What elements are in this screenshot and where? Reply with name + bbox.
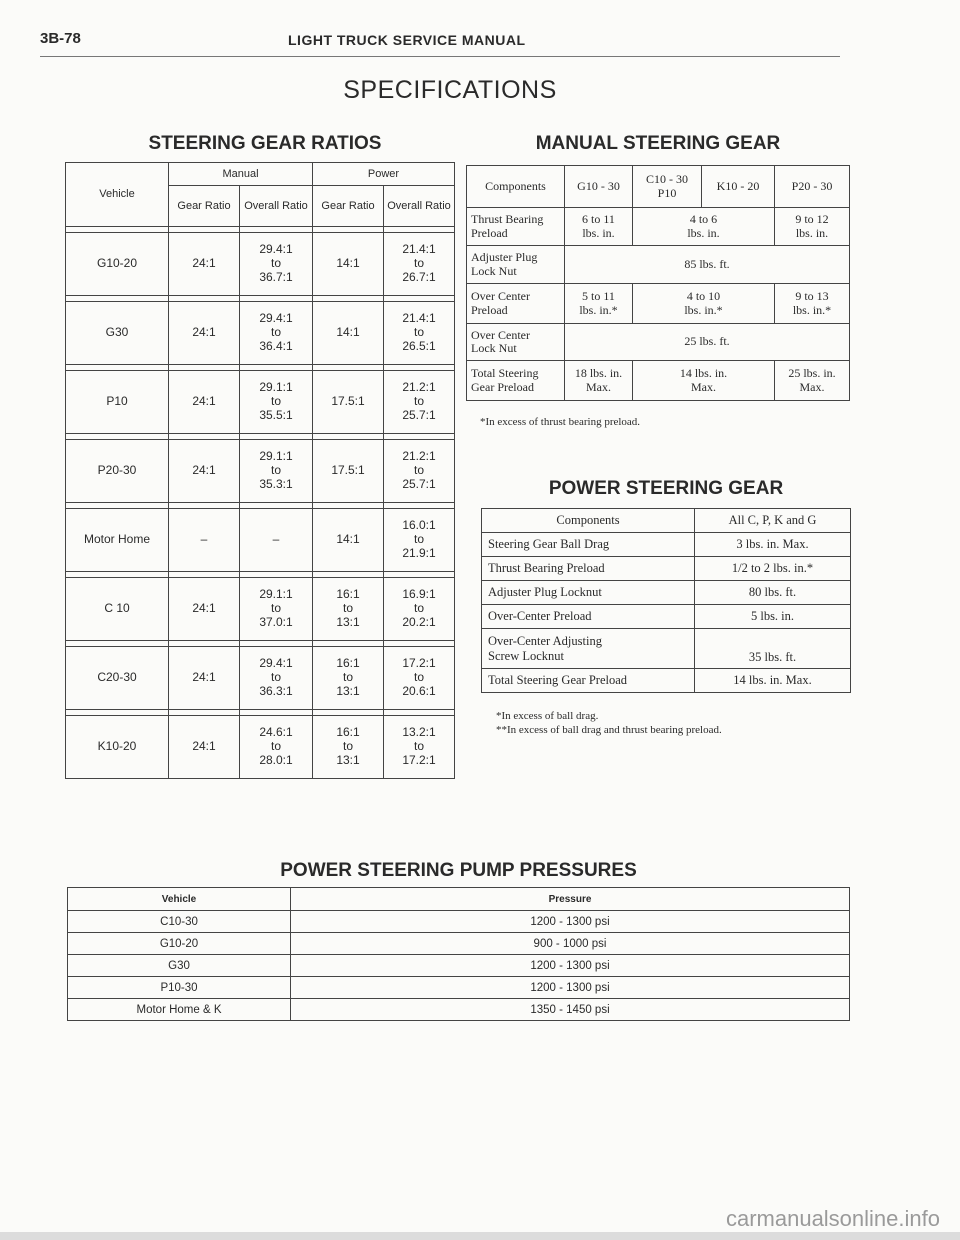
- pump-header-pressure: Pressure: [291, 888, 850, 911]
- power-row-value: 35 lbs. ft.: [695, 629, 851, 669]
- ratios-cell-p-overall: 13.2:1 to 17.2:1: [384, 716, 455, 779]
- ratios-cell-m-overall: 29.4:1 to 36.7:1: [240, 233, 313, 296]
- ratios-header-power-gear: Gear Ratio: [313, 186, 384, 227]
- ratios-cell-p-gear: 17.5:1: [313, 371, 384, 434]
- ratios-cell-p-overall: 21.4:1 to 26.7:1: [384, 233, 455, 296]
- ratios-cell-m-overall: 29.1:1 to 35.3:1: [240, 440, 313, 503]
- power-row: [482, 669, 851, 693]
- power-row-value: 80 lbs. ft.: [695, 581, 851, 605]
- ratios-cell-vehicle: G10-20: [66, 233, 169, 296]
- pump-row-vehicle: P10-30: [68, 977, 291, 999]
- manual-locknut-value: 25 lbs. ft.: [565, 324, 850, 361]
- manual-total-ck: 14 lbs. in. Max.: [633, 361, 775, 401]
- ratios-cell-p-gear: 16:1 to 13:1: [313, 716, 384, 779]
- manual-adjuster-label: Adjuster Plug Lock Nut: [467, 246, 565, 284]
- ratios-cell-p-overall: 21.4:1 to 26.5:1: [384, 302, 455, 365]
- ratios-header-vehicle: Vehicle: [66, 163, 169, 227]
- ratios-cell-vehicle: G30: [66, 302, 169, 365]
- manual-overcenter-label: Over Center Preload: [467, 284, 565, 324]
- pump-body: [68, 911, 850, 1021]
- pump-row-vehicle: Motor Home & K: [68, 999, 291, 1021]
- power-row-value: 3 lbs. in. Max.: [695, 533, 851, 557]
- power-row: [482, 557, 851, 581]
- power-row-value: 1/2 to 2 lbs. in.*: [695, 557, 851, 581]
- ratios-cell-vehicle: C20-30: [66, 647, 169, 710]
- ratios-cell-m-gear: 24:1: [169, 716, 240, 779]
- ratios-row: [66, 440, 455, 503]
- pump-header-vehicle: Vehicle: [68, 888, 291, 911]
- pump-row-vehicle: G30: [68, 955, 291, 977]
- pump-row: [68, 933, 850, 955]
- ratios-cell-p-overall: 21.2:1 to 25.7:1: [384, 371, 455, 434]
- page-number: 3B-78: [40, 30, 81, 47]
- power-row: [482, 629, 851, 669]
- manual-steering-gear-table: [466, 165, 850, 401]
- manual-adjuster-value: 85 lbs. ft.: [565, 246, 850, 284]
- ratios-cell-p-gear: 14:1: [313, 509, 384, 572]
- ratios-cell-m-overall: 29.4:1 to 36.4:1: [240, 302, 313, 365]
- ratios-cell-p-gear: 14:1: [313, 302, 384, 365]
- power-row-label: Over-Center Adjusting Screw Locknut: [482, 629, 695, 669]
- ratios-header-power-overall: Overall Ratio: [384, 186, 455, 227]
- ratios-cell-m-gear: 24:1: [169, 647, 240, 710]
- ratios-row: [66, 233, 455, 296]
- pump-pressures-table: [67, 887, 850, 1021]
- pump-row-pressure: 1350 - 1450 psi: [291, 999, 850, 1021]
- bottom-rule: [0, 1232, 960, 1240]
- ratios-cell-vehicle: K10-20: [66, 716, 169, 779]
- pump-row-vehicle: C10-30: [68, 911, 291, 933]
- ratios-cell-p-overall: 16.0:1 to 21.9:1: [384, 509, 455, 572]
- ratios-cell-p-overall: 21.2:1 to 25.7:1: [384, 440, 455, 503]
- manual-header-c: C10 - 30 P10: [633, 166, 702, 208]
- page-header: [40, 30, 840, 57]
- manual-header-components: Components: [467, 166, 565, 208]
- manual-overcenter-p: 9 to 13 lbs. in.*: [775, 284, 850, 324]
- ratios-row: [66, 302, 455, 365]
- ratios-cell-p-gear: 14:1: [313, 233, 384, 296]
- ratios-cell-vehicle: P20-30: [66, 440, 169, 503]
- pump-row-vehicle: G10-20: [68, 933, 291, 955]
- ratios-cell-p-gear: 16:1 to 13:1: [313, 578, 384, 641]
- ratios-cell-m-overall: –: [240, 509, 313, 572]
- power-steering-gear-table: [481, 508, 851, 693]
- manual-overcenter-ck: 4 to 10 lbs. in.*: [633, 284, 775, 324]
- pump-row-pressure: 1200 - 1300 psi: [291, 911, 850, 933]
- pump-row: [68, 999, 850, 1021]
- manual-thrust-ck: 4 to 6 lbs. in.: [633, 208, 775, 246]
- ratios-cell-p-gear: 17.5:1: [313, 440, 384, 503]
- manual-header-g: G10 - 30: [565, 166, 633, 208]
- manual-gear-title: MANUAL STEERING GEAR: [535, 133, 781, 154]
- manual-total-p: 25 lbs. in. Max.: [775, 361, 850, 401]
- manual-locknut-label: Over Center Lock Nut: [467, 324, 565, 361]
- power-row: [482, 581, 851, 605]
- power-row-value: 14 lbs. in. Max.: [695, 669, 851, 693]
- ratios-cell-m-gear: 24:1: [169, 440, 240, 503]
- pump-row-pressure: 900 - 1000 psi: [291, 933, 850, 955]
- ratios-row: [66, 647, 455, 710]
- manual-gear-note: *In excess of thrust bearing preload.: [480, 416, 641, 428]
- ratios-cell-m-gear: 24:1: [169, 233, 240, 296]
- power-header-models: All C, P, K and G: [695, 509, 851, 533]
- manual-overcenter-g: 5 to 11 lbs. in.*: [565, 284, 633, 324]
- ratios-header-manual-gear: Gear Ratio: [169, 186, 240, 227]
- ratios-cell-m-overall: 29.1:1 to 37.0:1: [240, 578, 313, 641]
- pump-row: [68, 977, 850, 999]
- ratios-cell-vehicle: Motor Home: [66, 509, 169, 572]
- power-gear-title: POWER STEERING GEAR: [548, 478, 784, 499]
- ratios-header-power: Power: [313, 163, 455, 186]
- ratios-cell-vehicle: P10: [66, 371, 169, 434]
- ratios-cell-m-gear: –: [169, 509, 240, 572]
- steering-gear-ratios-table: [65, 162, 455, 779]
- manual-header-p: P20 - 30: [775, 166, 850, 208]
- ratios-body: [66, 227, 455, 779]
- pump-row: [68, 955, 850, 977]
- ratios-cell-m-gear: 24:1: [169, 302, 240, 365]
- page-title: SPECIFICATIONS: [343, 76, 557, 104]
- ratios-cell-m-overall: 24.6:1 to 28.0:1: [240, 716, 313, 779]
- pump-row-pressure: 1200 - 1300 psi: [291, 955, 850, 977]
- manual-total-g: 18 lbs. in. Max.: [565, 361, 633, 401]
- power-row: [482, 605, 851, 629]
- ratios-cell-p-overall: 16.9:1 to 20.2:1: [384, 578, 455, 641]
- watermark: carmanualsonline.info: [725, 1206, 940, 1231]
- ratios-row: [66, 509, 455, 572]
- manual-thrust-p: 9 to 12 lbs. in.: [775, 208, 850, 246]
- power-header-components: Components: [482, 509, 695, 533]
- ratios-cell-m-overall: 29.4:1 to 36.3:1: [240, 647, 313, 710]
- ratios-cell-p-overall: 17.2:1 to 20.6:1: [384, 647, 455, 710]
- ratios-cell-m-gear: 24:1: [169, 371, 240, 434]
- ratios-title: STEERING GEAR RATIOS: [148, 133, 382, 154]
- ratios-row: [66, 578, 455, 641]
- pump-row: [68, 911, 850, 933]
- ratios-header-manual: Manual: [169, 163, 313, 186]
- power-row: [482, 533, 851, 557]
- manual-thrust-g: 6 to 11 lbs. in.: [565, 208, 633, 246]
- manual-thrust-label: Thrust Bearing Preload: [467, 208, 565, 246]
- manual-title: LIGHT TRUCK SERVICE MANUAL: [288, 32, 526, 48]
- ratios-row: [66, 716, 455, 779]
- ratios-cell-p-gear: 16:1 to 13:1: [313, 647, 384, 710]
- manual-total-label: Total Steering Gear Preload: [467, 361, 565, 401]
- ratios-cell-vehicle: C 10: [66, 578, 169, 641]
- pump-row-pressure: 1200 - 1300 psi: [291, 977, 850, 999]
- ratios-header-manual-overall: Overall Ratio: [240, 186, 313, 227]
- power-row-label: Thrust Bearing Preload: [482, 557, 695, 581]
- power-gear-note-1: *In excess of ball drag.: [496, 710, 599, 722]
- power-row-label: Over-Center Preload: [482, 605, 695, 629]
- power-row-label: Total Steering Gear Preload: [482, 669, 695, 693]
- power-row-label: Steering Gear Ball Drag: [482, 533, 695, 557]
- manual-header-k: K10 - 20: [702, 166, 775, 208]
- pump-title: POWER STEERING PUMP PRESSURES: [280, 860, 637, 881]
- power-body: [482, 533, 851, 693]
- power-row-value: 5 lbs. in.: [695, 605, 851, 629]
- ratios-cell-m-overall: 29.1:1 to 35.5:1: [240, 371, 313, 434]
- ratios-cell-m-gear: 24:1: [169, 578, 240, 641]
- power-row-label: Adjuster Plug Locknut: [482, 581, 695, 605]
- power-gear-note-2: **In excess of ball drag and thrust bearing preload.: [496, 724, 722, 736]
- ratios-row: [66, 371, 455, 434]
